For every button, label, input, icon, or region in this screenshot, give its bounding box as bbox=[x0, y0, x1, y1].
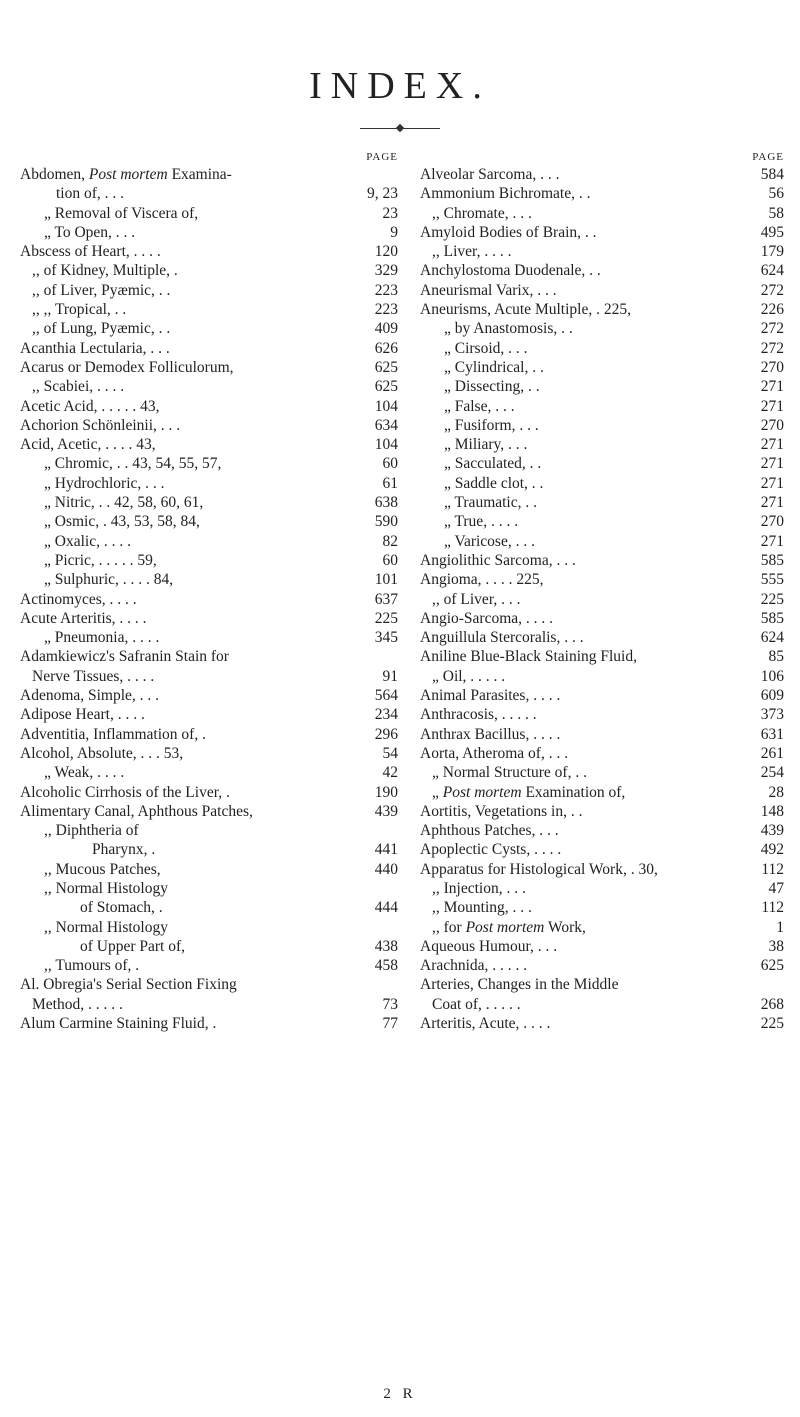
index-entry bbox=[420, 705, 784, 724]
index-entry bbox=[20, 725, 398, 744]
entry-page: 270 bbox=[760, 416, 784, 434]
entry-page: 271 bbox=[760, 532, 784, 550]
entry-label: Amyloid Bodies of Brain, . . bbox=[420, 223, 597, 241]
entry-label: ,, ,, Tropical, . . bbox=[32, 301, 127, 319]
index-entry bbox=[420, 667, 784, 686]
index-entry bbox=[20, 937, 398, 956]
entry-label: „ Removal of Viscera of, bbox=[44, 204, 199, 222]
entry-page: 271 bbox=[760, 474, 784, 492]
entry-page: 225 bbox=[760, 590, 784, 608]
entry-page: 439 bbox=[760, 822, 784, 840]
entry-page: 626 bbox=[374, 339, 398, 357]
entry-label: Aniline Blue-Black Staining Fluid, bbox=[420, 648, 637, 666]
index-entry bbox=[420, 860, 784, 879]
entry-page: 38 bbox=[768, 937, 784, 955]
entry-page: 85 bbox=[768, 648, 784, 666]
entry-page: 104 bbox=[374, 397, 398, 415]
index-entry bbox=[420, 551, 784, 570]
index-entry bbox=[420, 454, 784, 473]
entry-label: Apoplectic Cysts, . . . . bbox=[420, 841, 562, 859]
index-entry bbox=[20, 918, 398, 937]
entry-label: „ Cirsoid, . . . bbox=[444, 339, 528, 357]
index-entry bbox=[420, 358, 784, 377]
entry-label: ,, Mounting, . . . bbox=[432, 899, 532, 917]
entry-page: 271 bbox=[760, 455, 784, 473]
entry-label: Achorion Schönleinii, . . . bbox=[20, 416, 181, 434]
entry-label: „ Sacculated, . . bbox=[444, 455, 542, 473]
entry-label: „ Hydrochloric, . . . bbox=[44, 474, 165, 492]
entry-page: 495 bbox=[760, 223, 784, 241]
entry-page: 112 bbox=[761, 860, 784, 878]
index-entry bbox=[420, 300, 784, 319]
entry-page: 91 bbox=[382, 667, 398, 685]
entry-page: 58 bbox=[768, 204, 784, 222]
entry-label: „ Varicose, . . . bbox=[444, 532, 535, 550]
entry-page: 54 bbox=[382, 744, 398, 762]
index-entry bbox=[420, 975, 784, 994]
entry-page: 148 bbox=[760, 802, 784, 820]
entry-label: Ammonium Bichromate, . . bbox=[420, 185, 591, 203]
entry-label: „ True, . . . . bbox=[444, 513, 519, 531]
entry-label: Al. Obregia's Serial Section Fixing bbox=[20, 976, 237, 994]
index-entry bbox=[20, 204, 398, 223]
index-entry bbox=[20, 705, 398, 724]
entry-label: „ Post mortem Examination of, bbox=[432, 783, 626, 801]
index-entry bbox=[420, 821, 784, 840]
entry-label: Abscess of Heart, . . . . bbox=[20, 243, 161, 261]
index-entry bbox=[20, 783, 398, 802]
index-entry bbox=[20, 532, 398, 551]
index-entry bbox=[20, 454, 398, 473]
left-column bbox=[20, 150, 398, 1033]
index-entry bbox=[20, 358, 398, 377]
index-entry bbox=[20, 300, 398, 319]
entry-label: „ Dissecting, . . bbox=[444, 378, 540, 396]
index-entry bbox=[420, 435, 784, 454]
entry-label: ,, Injection, . . . bbox=[432, 879, 526, 897]
entry-page: 634 bbox=[374, 416, 398, 434]
entry-label: „ Nitric, . . 42, 58, 60, 61, bbox=[44, 494, 204, 512]
entry-page: 56 bbox=[768, 185, 784, 203]
signature-mark: 2 R bbox=[383, 1386, 417, 1402]
index-entry bbox=[20, 975, 398, 994]
entry-page: 637 bbox=[374, 590, 398, 608]
entry-page: 1 bbox=[776, 918, 784, 936]
entry-page: 638 bbox=[374, 494, 398, 512]
index-entry bbox=[420, 898, 784, 917]
entry-page: 345 bbox=[374, 629, 398, 647]
entry-label: „ Miliary, . . . bbox=[444, 436, 528, 454]
entry-page: 270 bbox=[760, 513, 784, 531]
entry-page: 101 bbox=[374, 571, 398, 589]
index-entry bbox=[420, 763, 784, 782]
entry-page: 492 bbox=[760, 841, 784, 859]
index-entry bbox=[420, 840, 784, 859]
entry-page: 73 bbox=[382, 995, 398, 1013]
entry-label: Abdomen, Post mortem Examina- bbox=[20, 166, 232, 183]
index-entry bbox=[20, 474, 398, 493]
entry-page: 268 bbox=[760, 995, 784, 1013]
index-entry bbox=[420, 377, 784, 396]
index-entry bbox=[20, 590, 398, 609]
index-entry bbox=[420, 261, 784, 280]
entry-label: Alcohol, Absolute, . . . 53, bbox=[20, 744, 184, 762]
entry-page: 271 bbox=[760, 436, 784, 454]
entry-label: Anthracosis, . . . . . bbox=[420, 706, 537, 724]
entry-page: 179 bbox=[760, 243, 784, 261]
index-entry bbox=[20, 860, 398, 879]
entry-label: „ Oxalic, . . . . bbox=[44, 532, 131, 550]
entry-label: Actinomyces, . . . . bbox=[20, 590, 137, 608]
index-entry bbox=[420, 1014, 784, 1033]
entry-label: Anguillula Stercoralis, . . . bbox=[420, 629, 584, 647]
entry-label: Angiolithic Sarcoma, . . . bbox=[420, 551, 576, 569]
entry-label: „ Picric, . . . . . 59, bbox=[44, 551, 157, 569]
entry-label: Acarus or Demodex Folliculorum, bbox=[20, 358, 234, 376]
entry-page: 444 bbox=[374, 899, 398, 917]
entry-page: 624 bbox=[760, 262, 784, 280]
entry-label: ,, Liver, . . . . bbox=[432, 243, 512, 261]
entry-label: Adenoma, Simple, . . . bbox=[20, 687, 160, 705]
entry-label: „ Cylindrical, . . bbox=[444, 358, 544, 376]
index-entry bbox=[420, 879, 784, 898]
entry-label: ,, Normal Histology bbox=[44, 879, 168, 897]
entry-label: Method, . . . . . bbox=[32, 995, 123, 1013]
entry-page: 261 bbox=[760, 744, 784, 762]
entry-label: Nerve Tissues, . . . . bbox=[32, 667, 155, 685]
entry-page: 296 bbox=[374, 725, 398, 743]
page-header-right: PAGE bbox=[752, 151, 784, 163]
entry-page: 47 bbox=[768, 879, 784, 897]
left-entries bbox=[20, 165, 398, 1033]
entry-label: Acetic Acid, . . . . . 43, bbox=[20, 397, 160, 415]
entry-label: ,, of Kidney, Multiple, . bbox=[32, 262, 178, 280]
entry-label: Alimentary Canal, Aphthous Patches, bbox=[20, 802, 253, 820]
entry-label: Aqueous Humour, . . . bbox=[420, 937, 558, 955]
entry-label: ,, Mucous Patches, bbox=[44, 860, 161, 878]
entry-label: ,, Diphtheria of bbox=[44, 822, 139, 840]
entry-label: Anchylostoma Duodenale, . . bbox=[420, 262, 601, 280]
entry-label: Animal Parasites, . . . . bbox=[420, 687, 561, 705]
index-entry bbox=[420, 165, 784, 184]
index-entry bbox=[20, 319, 398, 338]
entry-label: „ Saddle clot, . . bbox=[444, 474, 544, 492]
entry-page: 60 bbox=[382, 551, 398, 569]
entry-label: tion of, . . . bbox=[56, 185, 125, 203]
index-entry bbox=[20, 339, 398, 358]
index-entry bbox=[20, 763, 398, 782]
entry-page: 82 bbox=[382, 532, 398, 550]
index-entry bbox=[420, 570, 784, 589]
index-entry bbox=[420, 956, 784, 975]
index-entry bbox=[20, 377, 398, 396]
entry-page: 564 bbox=[374, 687, 398, 705]
entry-page: 223 bbox=[374, 281, 398, 299]
entry-label: „ Pneumonia, . . . . bbox=[44, 629, 160, 647]
entry-label: „ To Open, . . . bbox=[44, 223, 136, 241]
entry-page: 271 bbox=[760, 378, 784, 396]
entry-page: 439 bbox=[374, 802, 398, 820]
entry-label: „ Osmic, . 43, 53, 58, 84, bbox=[44, 513, 200, 531]
entry-page: 585 bbox=[760, 551, 784, 569]
entry-label: Aphthous Patches, . . . bbox=[420, 822, 559, 840]
entry-label: „ Normal Structure of, . . bbox=[432, 764, 587, 782]
entry-label: Arteries, Changes in the Middle bbox=[420, 976, 619, 994]
entry-label: of Upper Part of, bbox=[80, 937, 186, 955]
entry-label: „ Weak, . . . . bbox=[44, 764, 125, 782]
page-header-left: PAGE bbox=[366, 151, 398, 163]
index-entry bbox=[420, 512, 784, 531]
entry-label: Anthrax Bacillus, . . . . bbox=[420, 725, 561, 743]
entry-label: Pharynx, . bbox=[92, 841, 156, 859]
index-entry bbox=[20, 956, 398, 975]
entry-label: Aortitis, Vegetations in, . . bbox=[420, 802, 583, 820]
entry-label: ,, Chromate, . . . bbox=[432, 204, 532, 222]
entry-label: Adamkiewicz's Safranin Stain for bbox=[20, 648, 229, 666]
entry-label: ,, of Liver, Pyæmic, . . bbox=[32, 281, 171, 299]
entry-label: „ by Anastomosis, . . bbox=[444, 320, 573, 338]
entry-page: 61 bbox=[382, 474, 398, 492]
index-entry bbox=[420, 281, 784, 300]
entry-page: 625 bbox=[374, 358, 398, 376]
index-entry bbox=[420, 590, 784, 609]
index-entry bbox=[420, 918, 784, 937]
entry-label: Adventitia, Inflammation of, . bbox=[20, 725, 206, 743]
entry-label: Acid, Acetic, . . . . 43, bbox=[20, 436, 156, 454]
index-entry bbox=[20, 416, 398, 435]
entry-label: ,, of Liver, . . . bbox=[432, 590, 521, 608]
index-entry bbox=[20, 840, 398, 859]
entry-label: ,, of Lung, Pyæmic, . . bbox=[32, 320, 171, 338]
index-entry bbox=[20, 686, 398, 705]
entry-label: Apparatus for Histological Work, . 30, bbox=[420, 860, 658, 878]
index-entry bbox=[20, 744, 398, 763]
entry-label: Alcoholic Cirrhosis of the Liver, . bbox=[20, 783, 230, 801]
index-entry bbox=[20, 570, 398, 589]
entry-page: 23 bbox=[382, 204, 398, 222]
index-entry bbox=[420, 319, 784, 338]
entry-page: 104 bbox=[374, 436, 398, 454]
index-title: INDEX. bbox=[309, 65, 491, 107]
index-entry bbox=[420, 416, 784, 435]
index-entry bbox=[20, 512, 398, 531]
index-entry bbox=[20, 802, 398, 821]
index-entry bbox=[20, 493, 398, 512]
entry-page: 458 bbox=[374, 957, 398, 975]
right-column bbox=[420, 150, 784, 1033]
index-entry bbox=[420, 339, 784, 358]
index-entry bbox=[20, 261, 398, 280]
entry-label: ,, Normal Histology bbox=[44, 918, 168, 936]
entry-page: 60 bbox=[382, 455, 398, 473]
entry-page: 590 bbox=[374, 513, 398, 531]
index-entry bbox=[20, 281, 398, 300]
index-entry bbox=[420, 802, 784, 821]
entry-label: „ Fusiform, . . . bbox=[444, 416, 539, 434]
index-entry bbox=[20, 184, 398, 203]
entry-label: Adipose Heart, . . . . bbox=[20, 706, 145, 724]
entry-label: „ Sulphuric, . . . . 84, bbox=[44, 571, 174, 589]
entry-page: 631 bbox=[760, 725, 784, 743]
entry-label: „ Chromic, . . 43, 54, 55, 57, bbox=[44, 455, 222, 473]
index-entry bbox=[420, 242, 784, 261]
index-entry bbox=[420, 744, 784, 763]
entry-label: „ False, . . . bbox=[444, 397, 515, 415]
entry-page: 440 bbox=[374, 860, 398, 878]
entry-page: 9, 23 bbox=[367, 185, 398, 203]
entry-page: 28 bbox=[768, 783, 784, 801]
entry-page: 225 bbox=[374, 609, 398, 627]
index-entry bbox=[420, 223, 784, 242]
entry-page: 106 bbox=[760, 667, 784, 685]
entry-page: 270 bbox=[760, 358, 784, 376]
entry-page: 223 bbox=[374, 301, 398, 319]
index-entry bbox=[420, 686, 784, 705]
entry-label: Coat of, . . . . . bbox=[432, 995, 521, 1013]
entry-label: Alum Carmine Staining Fluid, . bbox=[20, 1015, 217, 1033]
entry-label: Aorta, Atheroma of, . . . bbox=[420, 744, 569, 762]
entry-page: 272 bbox=[760, 320, 784, 338]
entry-page: 438 bbox=[374, 937, 398, 955]
entry-page: 329 bbox=[374, 262, 398, 280]
index-entry bbox=[20, 609, 398, 628]
index-entry bbox=[20, 223, 398, 242]
entry-page: 625 bbox=[374, 378, 398, 396]
entry-page: 234 bbox=[374, 706, 398, 724]
index-entry bbox=[420, 783, 784, 802]
rule-ornament bbox=[396, 124, 404, 132]
entry-label: of Stomach, . bbox=[80, 899, 163, 917]
entry-page: 624 bbox=[760, 629, 784, 647]
entry-page: 272 bbox=[760, 281, 784, 299]
entry-label: Arteritis, Acute, . . . . bbox=[420, 1015, 551, 1033]
entry-label: Angioma, . . . . 225, bbox=[420, 571, 544, 589]
entry-page: 441 bbox=[374, 841, 398, 859]
entry-label: Arachnida, . . . . . bbox=[420, 957, 528, 975]
index-entry bbox=[420, 647, 784, 666]
entry-page: 226 bbox=[760, 301, 784, 319]
entry-label: „ Traumatic, . . bbox=[444, 494, 537, 512]
index-entry bbox=[420, 937, 784, 956]
index-entry bbox=[420, 184, 784, 203]
index-entry bbox=[20, 1014, 398, 1033]
entry-label: Aneurismal Varix, . . . bbox=[420, 281, 557, 299]
entry-page: 225 bbox=[760, 1015, 784, 1033]
entry-page: 373 bbox=[760, 706, 784, 724]
index-entry bbox=[20, 995, 398, 1014]
entry-page: 254 bbox=[760, 764, 784, 782]
index-entry bbox=[20, 242, 398, 261]
entry-page: 409 bbox=[374, 320, 398, 338]
entry-label: „ Oil, . . . . . bbox=[432, 667, 506, 685]
entry-page: 271 bbox=[760, 397, 784, 415]
entry-page: 625 bbox=[760, 957, 784, 975]
entry-label: ,, Tumours of, . bbox=[44, 957, 140, 975]
entry-label: Alveolar Sarcoma, . . . bbox=[420, 166, 560, 183]
entry-label: Aneurisms, Acute Multiple, . 225, bbox=[420, 301, 631, 319]
index-entry bbox=[420, 493, 784, 512]
index-entry bbox=[20, 551, 398, 570]
index-entry bbox=[420, 725, 784, 744]
index-entry bbox=[420, 995, 784, 1014]
entry-page: 42 bbox=[382, 764, 398, 782]
entry-page: 120 bbox=[374, 243, 398, 261]
index-entry bbox=[20, 165, 398, 184]
entry-page: 190 bbox=[374, 783, 398, 801]
index-entry bbox=[20, 397, 398, 416]
entry-label: Acute Arteritis, . . . . bbox=[20, 609, 147, 627]
entry-page: 555 bbox=[760, 571, 784, 589]
right-entries bbox=[420, 165, 784, 1033]
index-entry bbox=[20, 879, 398, 898]
index-entry bbox=[420, 628, 784, 647]
index-entry bbox=[20, 647, 398, 666]
entry-label: ,, Scabiei, . . . . bbox=[32, 378, 125, 396]
index-entry bbox=[420, 532, 784, 551]
entry-label: Acanthia Lectularia, . . . bbox=[20, 339, 170, 357]
index-entry bbox=[20, 628, 398, 647]
entry-page: 9 bbox=[390, 223, 398, 241]
index-entry bbox=[20, 667, 398, 686]
index-entry bbox=[420, 204, 784, 223]
entry-page: 609 bbox=[760, 687, 784, 705]
index-entry bbox=[20, 898, 398, 917]
index-entry bbox=[20, 821, 398, 840]
entry-label: ,, for Post mortem Work, bbox=[432, 918, 586, 936]
entry-label: Angio-Sarcoma, . . . . bbox=[420, 609, 554, 627]
entry-page: 271 bbox=[760, 494, 784, 512]
entry-page: 77 bbox=[382, 1015, 398, 1033]
entry-page: 584 bbox=[760, 166, 784, 183]
entry-page: 585 bbox=[760, 609, 784, 627]
entry-page: 112 bbox=[761, 899, 784, 917]
index-entry bbox=[20, 435, 398, 454]
entry-page: 272 bbox=[760, 339, 784, 357]
index-entry bbox=[420, 474, 784, 493]
index-entry bbox=[420, 397, 784, 416]
index-entry bbox=[420, 609, 784, 628]
